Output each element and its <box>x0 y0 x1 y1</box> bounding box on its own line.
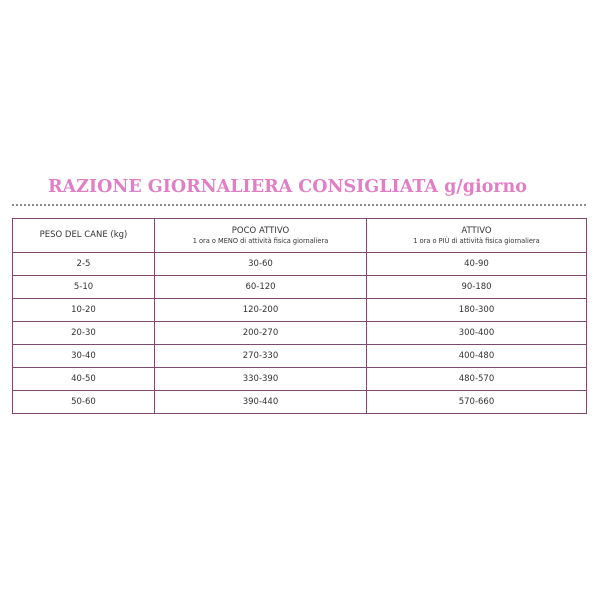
active-cell: 180-300 <box>367 299 587 322</box>
weight-cell: 2-5 <box>13 253 155 276</box>
dotted-divider <box>12 204 586 206</box>
low-activity-cell: 60-120 <box>155 276 367 299</box>
header-active-sub: 1 ora o PIÙ di attività fisica giornaliera <box>413 236 540 245</box>
low-activity-cell: 30-60 <box>155 253 367 276</box>
active-cell: 90-180 <box>367 276 587 299</box>
table-row <box>13 345 587 368</box>
low-activity-cell: 120-200 <box>155 299 367 322</box>
table-header-row <box>13 219 587 253</box>
active-cell: 40-90 <box>367 253 587 276</box>
active-cell: 300-400 <box>367 322 587 345</box>
header-low-activity <box>155 219 367 253</box>
weight-cell: 40-50 <box>13 368 155 391</box>
header-active-label: ATTIVO <box>461 225 492 236</box>
active-cell: 480-570 <box>367 368 587 391</box>
active-cell: 570-660 <box>367 391 587 414</box>
weight-cell: 50-60 <box>13 391 155 414</box>
header-low-activity-label: POCO ATTIVO <box>231 225 290 236</box>
low-activity-cell: 330-390 <box>155 368 367 391</box>
low-activity-cell: 200-270 <box>155 322 367 345</box>
header-weight <box>13 219 155 253</box>
ration-table <box>12 218 587 414</box>
header-low-activity-sub: 1 ora o MENO di attività fisica giornaliera <box>192 236 329 245</box>
active-cell: 400-480 <box>367 345 587 368</box>
header-active <box>367 219 587 253</box>
table-row <box>13 276 587 299</box>
table-row <box>13 322 587 345</box>
weight-cell: 5-10 <box>13 276 155 299</box>
weight-cell: 20-30 <box>13 322 155 345</box>
header-weight-label: PESO DEL CANE (kg) <box>39 230 128 240</box>
weight-cell: 10-20 <box>13 299 155 322</box>
page-title: RAZIONE GIORNALIERA CONSIGLIATA g/giorno <box>48 177 527 197</box>
low-activity-cell: 270-330 <box>155 345 367 368</box>
low-activity-cell: 390-440 <box>155 391 367 414</box>
table-row <box>13 299 587 322</box>
table-row <box>13 253 587 276</box>
table-row <box>13 368 587 391</box>
weight-cell: 30-40 <box>13 345 155 368</box>
table-row <box>13 391 587 414</box>
